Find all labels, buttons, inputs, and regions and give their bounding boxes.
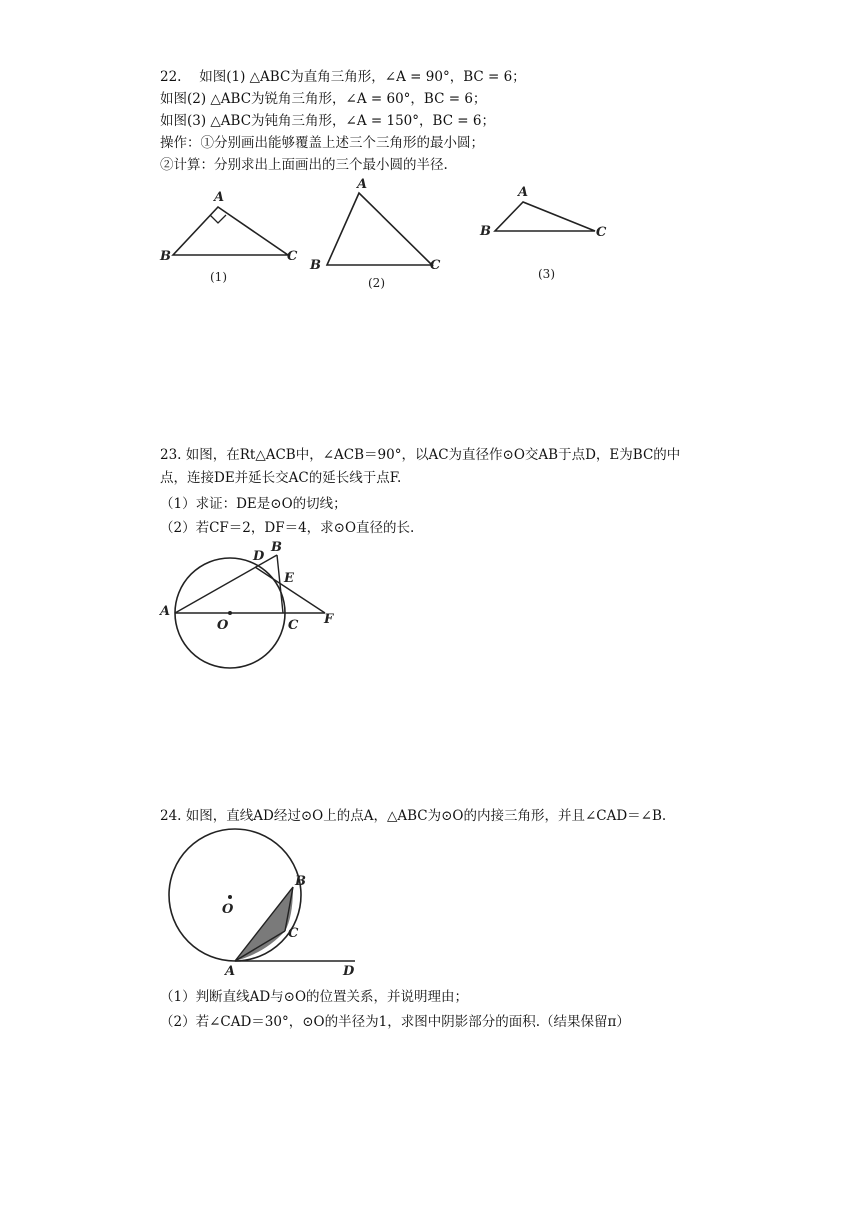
label-A: A <box>518 185 529 200</box>
label-C: C <box>288 618 299 633</box>
label-B: B <box>160 249 171 264</box>
label-B: B <box>310 258 321 273</box>
label-F: F <box>324 612 334 627</box>
label-B: B <box>271 540 282 555</box>
q23-line-4: （2）若CF＝2，DF＝4，求⊙O直径的长. <box>160 520 415 536</box>
label-E: E <box>284 571 294 586</box>
q22-line-1: 22. 如图(1) △ABC为直角三角形，∠A = 90°，BC = 6； <box>160 69 526 85</box>
caption: (1) <box>210 270 227 284</box>
label-A: A <box>214 190 225 205</box>
label-C: C <box>288 926 299 941</box>
q22-figure-2 <box>305 175 450 295</box>
q24-line-3: （2）若∠CAD＝30°，⊙O的半径为1，求图中阴影部分的面积.（结果保留π） <box>160 1014 630 1030</box>
label-O: O <box>217 618 229 633</box>
obtuse-triangle <box>495 202 595 231</box>
center-O <box>228 895 232 899</box>
q23-line-1: 23. 如图，在Rt△ACB中，∠ACB＝90°，以AC为直径作⊙O交AB于点D，E为BC的中 <box>160 447 681 463</box>
q23-line-3: （1）求证：DE是⊙O的切线； <box>160 496 347 512</box>
acute-triangle <box>327 193 432 265</box>
q23-figure <box>155 535 355 675</box>
label-O: O <box>222 902 234 917</box>
q22-figure-3 <box>475 180 620 285</box>
q22-line-2: 如图(2) △ABC为锐角三角形，∠A = 60°，BC = 6； <box>160 91 487 107</box>
q24-figure <box>155 825 370 985</box>
label-C: C <box>596 225 607 240</box>
label-C: C <box>430 258 441 273</box>
caption: (2) <box>368 276 385 290</box>
label-A: A <box>357 177 368 192</box>
label-A: A <box>225 964 236 979</box>
q23-line-2: 点，连接DE并延长交AC的延长线于点F. <box>160 470 402 486</box>
q24-line-1: 24. 如图，直线AD经过⊙O上的点A，△ABC为⊙O的内接三角形，并且∠CAD＝∠B. <box>160 808 667 824</box>
q22-figure-1 <box>155 185 305 290</box>
label-D: D <box>253 549 265 564</box>
right-angle-mark <box>210 215 226 223</box>
caption: (3) <box>538 267 555 281</box>
label-C: C <box>287 249 298 264</box>
q22-line-5: ②计算：分别求出上面画出的三个最小圆的半径. <box>160 157 448 173</box>
circle-O <box>169 829 301 961</box>
label-D: D <box>343 964 355 979</box>
label-B: B <box>295 874 306 889</box>
label-B: B <box>480 224 491 239</box>
q22-line-3: 如图(3) △ABC为钝角三角形，∠A = 150°，BC = 6； <box>160 113 496 129</box>
right-triangle <box>173 207 288 255</box>
center-O <box>228 611 232 615</box>
q24-line-2: （1）判断直线AD与⊙O的位置关系，并说明理由； <box>160 989 469 1005</box>
q22-line-4: 操作：①分别画出能够覆盖上述三个三角形的最小圆； <box>160 135 484 151</box>
label-A: A <box>160 604 171 619</box>
